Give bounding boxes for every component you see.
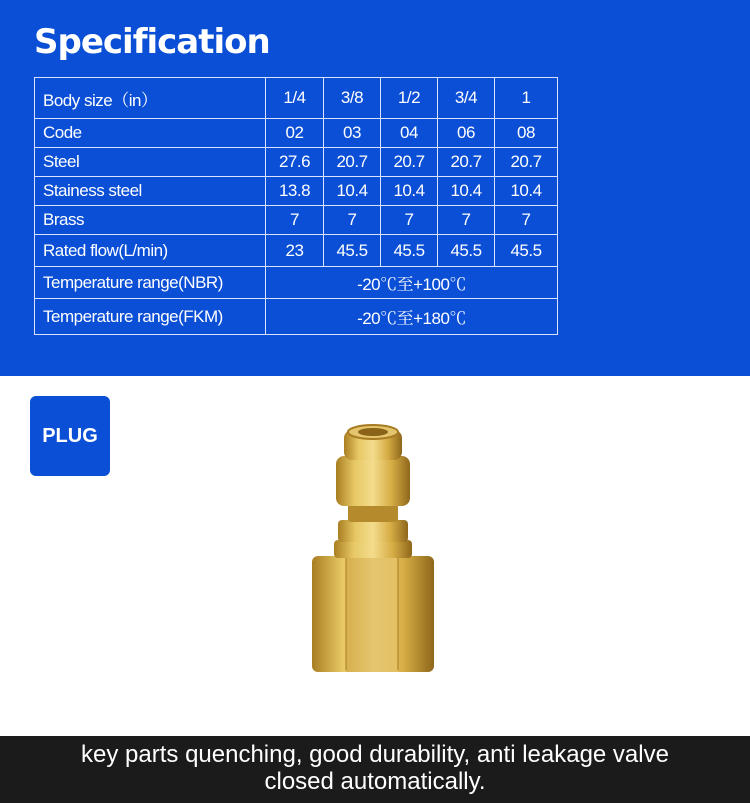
row-label: Rated flow(L/min)	[35, 235, 266, 267]
table-cell: 10.4	[495, 177, 558, 206]
table-cell: 08	[495, 119, 558, 148]
table-cell: 23	[266, 235, 324, 267]
row-label: Temperature range(NBR)	[35, 267, 266, 299]
table-cell: 45.5	[495, 235, 558, 267]
table-cell: 10.4	[324, 177, 381, 206]
plug-badge: PLUG	[30, 396, 110, 476]
table-row-steel	[35, 148, 558, 177]
table-row-code	[35, 119, 558, 148]
brass-plug-image	[300, 420, 460, 720]
specification-panel	[0, 0, 750, 376]
table-cell: 02	[266, 119, 324, 148]
table-cell: 10.4	[438, 177, 495, 206]
table-cell: 45.5	[438, 235, 495, 267]
table-cell: 20.7	[495, 148, 558, 177]
table-cell: 20.7	[324, 148, 381, 177]
table-cell: 03	[324, 119, 381, 148]
table-cell: 45.5	[324, 235, 381, 267]
caption-line-2: closed automatically.	[264, 768, 486, 795]
table-cell: 13.8	[266, 177, 324, 206]
caption-bar	[0, 736, 750, 803]
row-label: Brass	[35, 206, 266, 235]
row-label: Code	[35, 119, 266, 148]
table-row-rated-flow	[35, 235, 558, 267]
table-cell: 1/4	[266, 78, 324, 119]
table-cell: 7	[266, 206, 324, 235]
table-row-stainless-steel	[35, 177, 558, 206]
table-cell: 7	[495, 206, 558, 235]
table-cell: 3/4	[438, 78, 495, 119]
table-cell: 20.7	[438, 148, 495, 177]
caption-line-1: key parts quenching, good durability, anti leakage valve	[81, 741, 669, 768]
table-row-temp-nbr	[35, 267, 558, 299]
table-cell: 10.4	[381, 177, 438, 206]
table-cell: 3/8	[324, 78, 381, 119]
spec-title: Specification	[34, 22, 270, 62]
table-cell: -20℃至+100℃	[266, 267, 558, 299]
row-label: Temperature range(FKM)	[35, 299, 266, 335]
table-cell: -20℃至+180℃	[266, 299, 558, 335]
table-cell: 7	[324, 206, 381, 235]
row-label: Body size（in）	[35, 78, 266, 119]
table-cell: 7	[438, 206, 495, 235]
spec-table	[34, 77, 558, 335]
table-cell: 27.6	[266, 148, 324, 177]
table-cell: 20.7	[381, 148, 438, 177]
table-row-temp-fkm	[35, 299, 558, 335]
row-label: Stainess steel	[35, 177, 266, 206]
table-cell: 45.5	[381, 235, 438, 267]
table-cell: 1/2	[381, 78, 438, 119]
table-cell: 04	[381, 119, 438, 148]
table-cell: 7	[381, 206, 438, 235]
table-cell: 06	[438, 119, 495, 148]
row-label: Steel	[35, 148, 266, 177]
table-row-brass	[35, 206, 558, 235]
table-row-body-size	[35, 78, 558, 119]
table-cell: 1	[495, 78, 558, 119]
